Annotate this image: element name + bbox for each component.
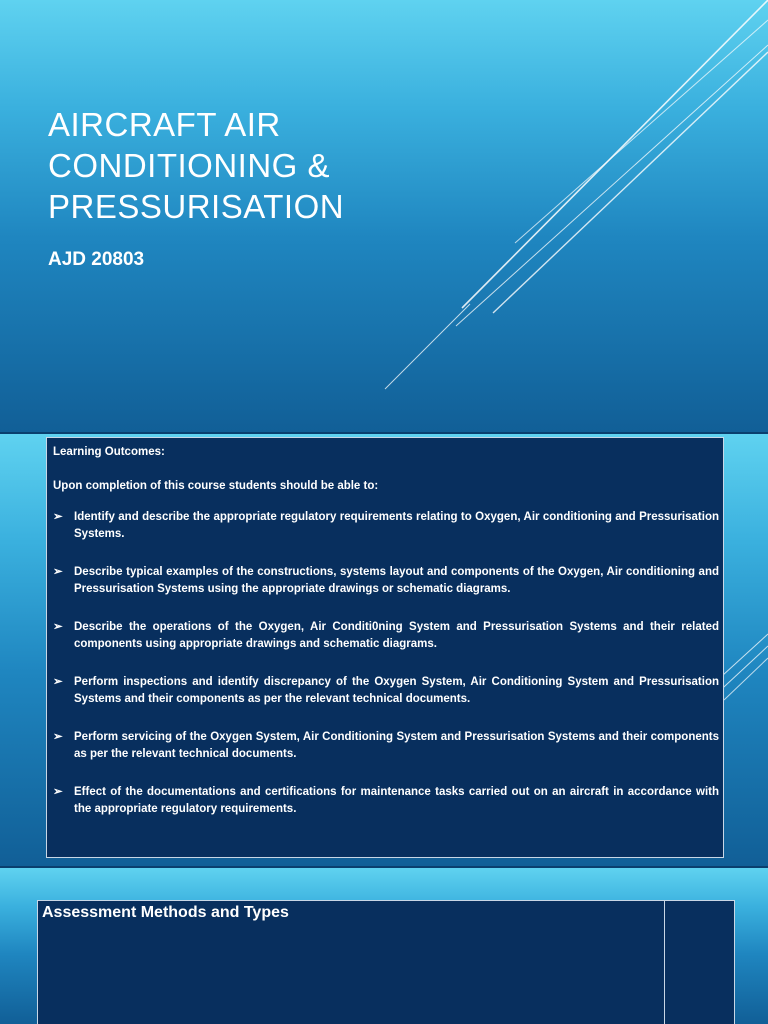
outcomes-list xyxy=(53,509,719,818)
title-line: CONDITIONING & xyxy=(48,147,331,184)
arrow-right-icon: ➢ xyxy=(53,621,63,633)
arrow-right-icon: ➢ xyxy=(53,511,63,523)
list-item xyxy=(53,619,719,653)
list-item xyxy=(53,509,719,543)
outcome-text: Describe typical examples of the constructions, systems layout and components of the Oxygen, Air conditioning and Pressurisation Systems using the appropriate drawings or schematic diagrams. xyxy=(74,566,719,595)
slide-title xyxy=(48,104,468,227)
list-item xyxy=(53,564,719,598)
list-item xyxy=(53,784,719,818)
outcome-text: Effect of the documentations and certifications for maintenance tasks carried out on an aircraft in accordance with the appropriate regulatory requirements. xyxy=(74,786,719,815)
learning-outcomes-box xyxy=(46,437,724,858)
learning-outcomes-slide xyxy=(0,434,768,866)
deco-line xyxy=(456,45,768,326)
course-code: AJD 20803 xyxy=(48,249,145,270)
arrow-right-icon: ➢ xyxy=(53,566,63,578)
title-slide xyxy=(0,0,768,432)
table-cell xyxy=(38,901,665,1024)
deco-line xyxy=(493,52,768,313)
table-cell xyxy=(665,901,734,1024)
learning-outcomes-intro: Upon completion of this course students should be able to: xyxy=(53,480,379,492)
title-line: PRESSURISATION xyxy=(48,188,345,225)
arrow-right-icon: ➢ xyxy=(53,676,63,688)
deco-line xyxy=(385,304,470,389)
deco-line xyxy=(724,658,768,700)
arrow-right-icon: ➢ xyxy=(53,731,63,743)
deco-line xyxy=(515,20,768,243)
outcome-text: Perform servicing of the Oxygen System, Air Conditioning System and Pressurisation Systems and their components as per the relevant technical documents. xyxy=(74,731,719,760)
outcome-text: Perform inspections and identify discrepancy of the Oxygen System, Air Conditioning System and Pressurisation Systems and their components as per the relevant technical documents. xyxy=(74,676,719,705)
assessment-table xyxy=(37,900,735,1024)
outcome-text: Identify and describe the appropriate regulatory requirements relating to Oxygen, Air conditioning and Pressurisation Systems. xyxy=(74,511,719,540)
list-item xyxy=(53,729,719,763)
list-item xyxy=(53,674,719,708)
assessment-slide xyxy=(0,868,768,1024)
arrow-right-icon: ➢ xyxy=(53,786,63,798)
title-line: AIRCRAFT AIR xyxy=(48,106,281,143)
learning-outcomes-heading: Learning Outcomes: xyxy=(53,446,165,458)
deco-line xyxy=(462,0,768,308)
assessment-table-header: Assessment Methods and Types xyxy=(42,904,289,921)
outcome-text: Describe the operations of the Oxygen, Air Conditi0ning System and Pressurisation Systems and their related components using appropriate drawings and schematic diagrams. xyxy=(74,621,719,650)
